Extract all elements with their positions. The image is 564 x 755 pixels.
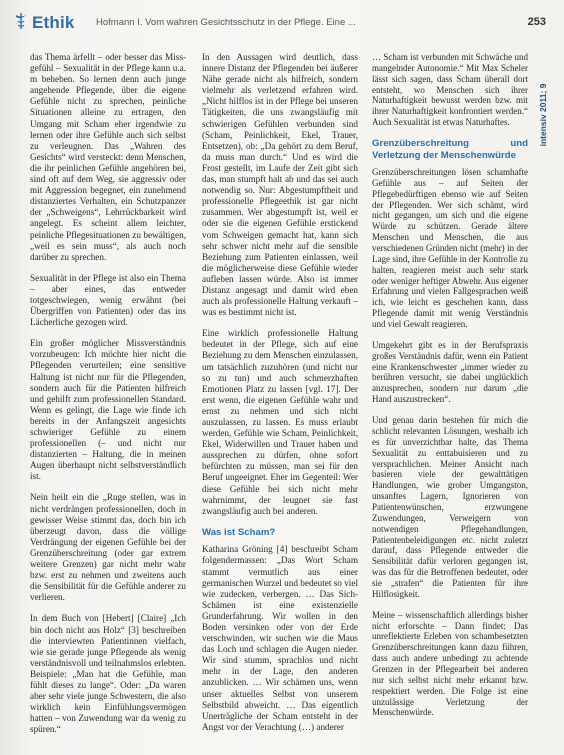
column-3 bbox=[372, 52, 528, 728]
paragraph: … Scham ist verbunden mit Schwäche und mangelnder Autonomie.“ Mit Max Scheler lässt sich sagen, dass Scham überall dort entsteht, wo Menschen sich ihrer Naturhaftigkeit bewusst werden bzw. mit ihrer Naturhaftigkeit konfrontiert werden.“ Auch Sexualität ist etwas Naturhaftes. bbox=[372, 52, 528, 128]
paragraph: In den Aussagen wird deutlich, dass innere Distanz der Pflegenden bei äußerer Nähe gerade nicht als hilfreich, sondern vielmehr als verletzend erfahren wird. „Nicht hilflos ist in der Pflege bei unseren Tätigkeiten, die uns zwangsläufig mit schwierigen Gefühlen verbunden sind (Scham, Peinlichkeit, Ekel, Trauer, Entsetzen), ob: „Da gehört zu dem Beruf, da muss man durch.“ Und es wird die Frost gestellt, im Laufe der Zeit gibt sich das, man stumpft halt ab und das sei auch notwendig so. Nur: Abgestumpftheit und professionelle Pflegeethik ist gar nicht zusammen. Wer abgestumpft ist, weil er oder sie die eigenen Gefühle erstickend vom Schweigen gemacht hat, kann sich sehr schwer nicht mehr auf die sensible Beziehung zum Patienten einlassen, weil die möglicherweise diese Gefühle wieder aufleben lassen würde. Also ist immer Distanz angesagt und damit wird eben auch als professionelle Haltung verkauft – was es bestimmt nicht ist. bbox=[202, 52, 358, 318]
paragraph: Katharina Gröning [4] beschreibt Scham folgendermassen: „Das Wort Scham stammt vermutlich aus einer germanischen Wurzel und bedeutet so viel wie zudecken, verbergen. … Das Sich-Schämen ist eine existenzielle Grunderfahrung. Wir wollen in den Boden versinken oder von der Erde verschwinden, wir suchen wie die Maus das Loch und schlagen die Augen nieder. Wir sind stumm, sprachlos und nicht mehr in der Lage, den anderen anzublicken. … Wir schämen uns, wenn unser aktuelles Selbst von unserem Selbstbild abweicht. … Das eigentlich Unerträgliche der Scham entsteht in der Angst vor der Verachtung (…) anderer bbox=[202, 544, 358, 732]
paragraph: Sexualität in der Pflege ist also ein Thema – aber eines, das entweder totgeschwiegen, wenig erwähnt (bei Übergriffen von Patienten) oder das ins Lächerliche gezogen wird. bbox=[30, 272, 186, 328]
paragraph: Umgekehrt gibt es in der Berufspraxis großes Verständnis dafür, wenn ein Patient eine Krankenschwester „immer wieder zu berühren versucht, sie dabei unglücklich anzusprechen, sondern nur darum „die Hand auszustrecken“. bbox=[372, 339, 528, 405]
section-heading: Grenzüberschreitung und Verletzung der Menschenwürde bbox=[372, 138, 528, 161]
paragraph: In dem Buch von [Hebert] [Claire] „Ich bin doch nicht aus Holz“ [3] beschreiben die interviewten Patientinnen vielfach, wie sie gerade junge Pflegende als wenig verständnisvoll und teilnahmslos erlebten. Beispiele: „Man hat die Gefühle, man fühlt dieses zu lange“. Oder: „Da waren aber sehr viele junge Schwestern, die also wirklich kein Einfühlungsvermögen hatten – von Zuwendung war da wenig zu spüren.“ bbox=[30, 613, 186, 735]
paragraph: das Thema ärfellt – oder besser das Missgefühl – Sexualität in der Pflege kann u.a. m beheben. So lernen denn auch junge angehende Pflegende, über die eigene Gefühle nicht zu sprechen, peinliche Situationen alleine zu ertragen, den Umgang mit Scham eher irgendwie zu lernen oder ihre Gefühle auch sich selbst zu verleugnen. Das „Wahren des Gesichts“ wird versteckt: denn Menschen, die ihr peinlichen Gefühle angehören bei, sind oft auf dem Weg, sie aggressiv oder mit Aggression begegnet, ein zunehmend distanziertes Verhalten, ein Schutzpanzer der „Schweigens“, Lehrrückbarkeit wird angelegt. Es scheint allem leichter, peinliche Pflegesituationen zu bewältigen, „weil es sein muss“, als auch noch darüber zu sprechen. bbox=[30, 52, 186, 262]
side-journal-label bbox=[536, 40, 550, 190]
column-1 bbox=[30, 52, 186, 745]
page-header bbox=[10, 12, 550, 34]
paragraph: Eine wirklich professionelle Haltung bedeutet in der Pflege, sich auf eine Beziehung zu dem Menschen einzulassen, um tatsächlich zuzuhören (und nicht nur so zu tun) und auch schmerzhaften Emotionen Platz zu lassen [vgl. 17]. Der erst wenn, die eigenen Gefühle wahr und ernst zu nehmen und sich nicht auszulassen, zu lassen. Es muss erlaubt werden, Gefühle wie Scham, Peinlichkeit, Ekel, Widerwillen und Trauer haben und aussprechen zu dürfen, ohne sofort befürchten zu müssen, man sei für den Beruf ungeeignet. Eher im Gegenteil: Wer diese Gefühle bei sich nicht mehr wahrnimmt, der leugnet sie fast zwangsläufig auch bei anderen. bbox=[202, 328, 358, 516]
section-heading: Was ist Scham? bbox=[202, 526, 276, 538]
paragraph: Nein heilt ein die „Ruge stellen, was in nicht verdrängen professionellen, doch in gewisser Weise stimmt das, doch bin ich überzeugt davon, dass die völlige Verdrängung der eigenen Gefühle bei der Grenzüberschreitung (oder gar extrem weitere Grenzen) gar nicht mehr wahr bzw. erst zu nehmen und zweitens auch die Sensibilität für die Gefühle anderer zu verlieren. bbox=[30, 492, 186, 603]
column-2 bbox=[202, 52, 358, 743]
paragraph: Meine – wissenschaftlich allerdings bisher nicht erforschte – Dann findet: Das unreflektierte Erleben von schambesetzten Grenzüberschreitungen kann dazu führen, dass auch andere unbedingt zu achtende Grenzen in der Pflegearbeit bei anderen nur sich selbst nicht mehr erkannt bzw. respektiert werden. Die Folge ist eine unzulässige Verletzung der Menschenwürde. bbox=[372, 609, 528, 718]
paragraph: Grenzüberschreitungen lösen schamhafte Gefühle aus – auf Seiten der Pflegebedürftigen ebenso wie auf Seiten der Pflegenden. Wer sich schämt, wird nicht gegangen, um sich und die eigene Würde zu schützen. Gerade ältere Menschen und Menschen, die aus verschiedenen Gründen nicht (mehr) in der Lage sind, ihre Gefühle in der Kontrolle zu halten, reagieren meist auch sehr stark oder weniger heftiger Abwehr. Aus eigener Erfahrung und vielen Fallgesprachen weiß ich, wie leicht es geschehen kann, dass Pflegende damit mit wenig Verständnis und viel Gewalt reagieren. bbox=[372, 167, 528, 330]
page-number: 253 bbox=[527, 16, 546, 28]
section-brand: Ethik bbox=[32, 13, 75, 32]
paragraph: Und genau darin bestehen für mich die schlicht relevanten Lösungen, weshalb ich es für unverzichtbar halte, das Thema Sexualität zu enttabuisieren und zu versprachlichen. Meiner Ansicht nach basieren viele der gewalttätigen Handlungen, wie grober Umgangston, unsanftes Lagern, Ignorieren von Patientenwünschen, erzwungene Zuwendungen, Verweigern von notwendigen Pflegehandlungen, Patientenbeleidigungen etc. nicht zuletzt darauf, dass Pflegende entweder die Sensibilität dafür verloren gegangen ist, was das für die Betroffenen bedeutet, oder sie „strafen“ die Patienten für ihre Hilflosigkeit. bbox=[372, 415, 528, 599]
running-title: Hofmann I. Vom wahren Gesichtsschutz in der Pflege. Eine ... bbox=[96, 17, 356, 28]
journal-volume: intensiv 2011; 9 bbox=[538, 83, 548, 147]
caduceus-logo bbox=[14, 12, 28, 30]
paragraph: Ein großer möglicher Missverständnis vorzubeugen: Ich möchte hier nicht die Pflegenden verurteilen; eine sensitive Haltung ist nicht nur für die Pflegenden, sondern auch für die Patienten hilfreich und gehilft zum professionellen Standard. Wenn es gelingt, die Lage wie finde ich bereits in der Anfangszeit angesichts schwieriger Gefühle zu einem professionellen (– und nicht nur distanzierten – Haltung, die in meinen Augen überhaupt nicht selbstverständlich ist. bbox=[30, 338, 186, 482]
